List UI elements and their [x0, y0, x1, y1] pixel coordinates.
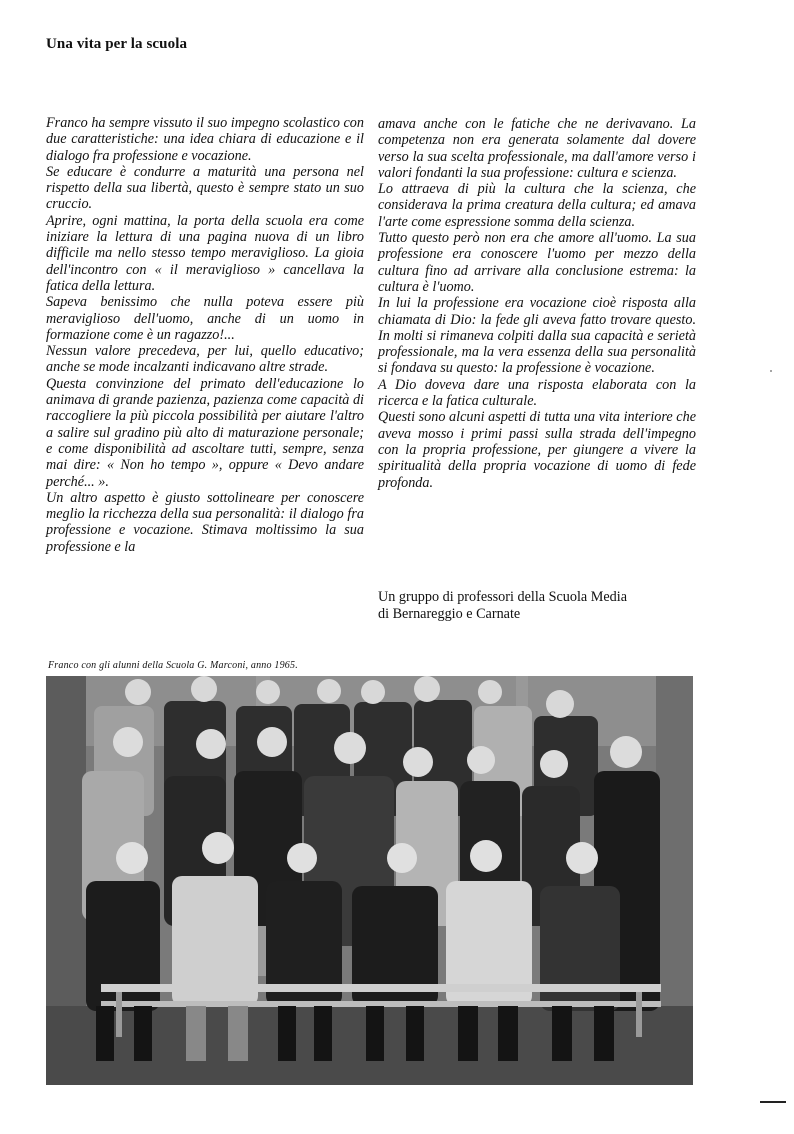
paragraph: Questi sono alcuni aspetti di tutta una vita interiore che aveva mosso i primi passi sulla strada dell'impegno con la propria professione, per giungere a vivere la spiritualità della propria vocazione di uomo di fede profonda.	[378, 409, 696, 491]
margin-rule	[760, 1101, 786, 1103]
paragraph: A Dio doveva dare una risposta elaborata con la ricerca e la fatica culturale.	[378, 376, 696, 410]
article-right-column	[378, 116, 696, 491]
paragraph: Sapeva benissimo che nulla poteva essere più meraviglioso dell'uomo, anche di un uomo in formazione come è un ragazzo!...	[46, 294, 364, 343]
signature-line: di Bernareggio e Carnate	[378, 606, 521, 622]
paragraph: amava anche con le fatiche che ne derivavano. La competenza non era generata solamente dal dovere verso la sua scelta professionale, ma dall'amore verso i valori fondanti la sua professione: cultura e scienza.	[378, 116, 696, 181]
paragraph: In lui la professione era vocazione cioè risposta alla chiamata di Dio: la fede gli aveva fatto trovare questo. In molti si rimaneva colpiti dalla sua capacità e serietà professionale, ma la vera essenza della sua personalità si fondava su questo: la professione è vocazione.	[378, 295, 696, 377]
paragraph: Franco ha sempre vissuto il suo impegno scolastico con due caratteristiche: una idea chiara di educazione e il dialogo fra professione e vocazione.	[46, 115, 364, 164]
paragraph: Questa convinzione del primato dell'educazione lo animava di grande pazienza, pazienza come capacità di raccogliere la più piccola possibilità per aiutare l'altro a salire sul gradino più alto di maturazione personale; e come disponibilità ad ascoltare tutti, sempre, senza mai dire: « Non ho tempo », oppure « Devo andare perché... ».	[46, 375, 364, 490]
article-left-column	[46, 115, 364, 555]
signature-line: Un gruppo di professori della Scuola Media	[378, 589, 628, 605]
paragraph: Un altro aspetto è giusto sottolineare per conoscere meglio la ricchezza della sua personalità: il dialogo fra professione e vocazione. Stimava moltissimo la sua professione e la	[46, 489, 364, 555]
paragraph: Nessun valore precedeva, per lui, quello educativo; anche se mode incalzanti indicavano altre strade.	[46, 343, 364, 376]
group-photo	[46, 676, 693, 1085]
paragraph: Tutto questo però non era che amore all'uomo. La sua professione era conoscere l'uomo per mezzo della cultura fino ad arrivare alla conclusione estrema: la cultura è l'uomo.	[378, 230, 696, 295]
print-speck	[770, 370, 772, 372]
paragraph: Se educare è condurre a maturità una persona nel rispetto della sua libertà, questo è sempre stato un suo cruccio.	[46, 163, 364, 213]
paragraph: Aprire, ogni mattina, la porta della scuola era come iniziare la lettura di una pagina nuova di un libro difficile ma nello stesso tempo meraviglioso. La gioia dell'incontro con « il meraviglioso » cancellava la fatica della lettura.	[46, 212, 364, 294]
group-photo-illustration	[46, 676, 693, 1085]
running-title: Una vita per la scuola	[46, 36, 188, 52]
article-signature	[378, 589, 708, 623]
photo-caption: Franco con gli alunni della Scuola G. Marconi, anno 1965.	[48, 660, 298, 671]
paragraph: Lo attraeva di più la cultura che la scienza, che considerava la prima creatura della cultura; ed amava l'arte come espressione somma della scienza.	[378, 181, 696, 230]
